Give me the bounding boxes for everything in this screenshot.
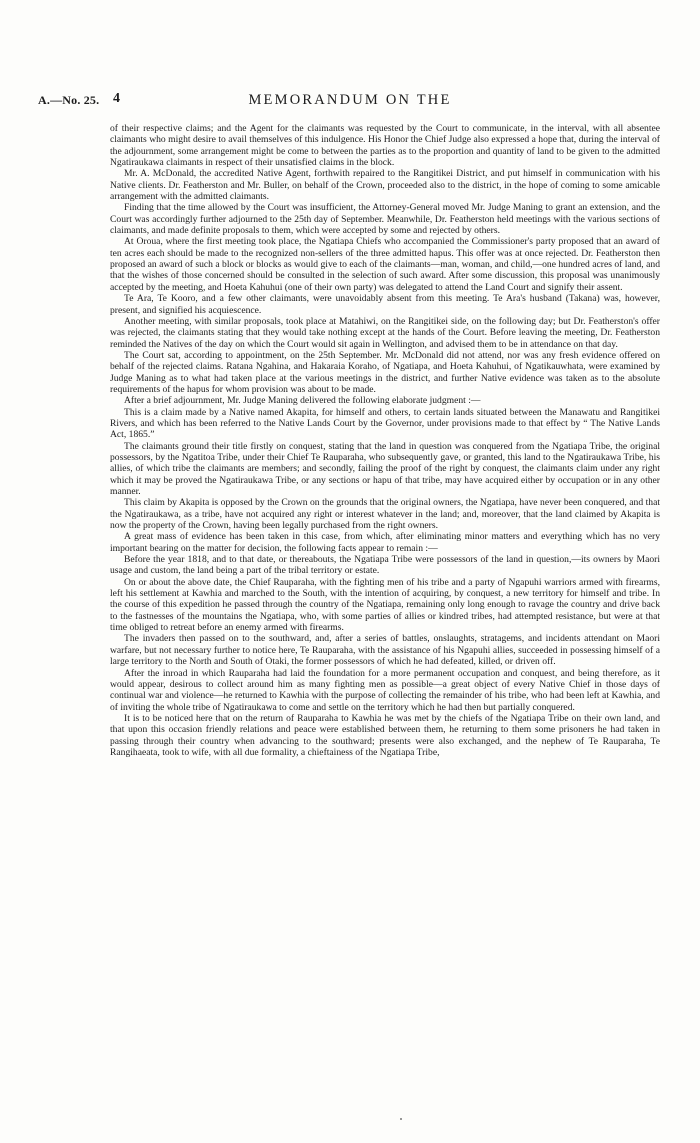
paragraph: The invaders then passed on to the southward, and, after a series of battles, onslaughts, stratagems, and incidents attendant on Maori warfare, but not necessary further to notice here, Te Rauparaha, with the assistance of his Ngapuhi allies, succeeded in possessing himself of a large territory to the North and South of Otaki, the former possessors of which he had defeated, killed, or driven off. [110,633,660,668]
paragraph: Mr. A. McDonald, the accredited Native Agent, forthwith repaired to the Rangitikei District, and put himself in communication with his Native clients. Dr. Featherston and Mr. Buller, on behalf of the Crown, proceeded also to the district, in the hope of coming to some amicable arrangement with the admitted claimants. [110,168,660,203]
paragraph: A great mass of evidence has been taken in this case, from which, after eliminating minor matters and everything which has no very important bearing on the matter for decision, the following facts appear to remain :— [110,531,660,554]
paragraph: of their respective claims; and the Agent for the claimants was requested by the Court to communicate, in the interval, with all absentee claimants who might desire to avail themselves of this indulgence. His Honor the Chief Judge also expressed a hope that, during the interval of the adjournment, some arrangement might be come to between the parties as to the proportion and quantity of land to be given to the admitted Ngatiraukawa claimants in respect of their unsatisfied claims in the block. [110,123,660,169]
paragraph: After the inroad in which Rauparaha had laid the foundation for a more permanent occupation and conquest, and being therefore, as it would appear, desirous to collect around him as many fighting men as possible—a great object of every Native Chief in those days of continual war and violence—he returned to Kawhia with the purpose of collecting the remainder of his tribe, who had been left at Kawhia, and of inviting the whole tribe of Ngatiraukawa to come and settle on the territory which he had then but partially conquered. [110,667,660,713]
paragraph: Before the year 1818, and to that date, or thereabouts, the Ngatiapa Tribe were possessors of the land in question,—its owners by Maori usage and custom, the land being a part of the tribal territory or estate. [110,554,660,577]
paragraph: Te Ara, Te Kooro, and a few other claimants, were unavoidably absent from this meeting. Te Ara's husband (Takana) was, however, present, and signified his acquiescence. [110,293,660,316]
paragraph: At Oroua, where the first meeting took place, the Ngatiapa Chiefs who accompanied the Commissioner's party proposed that an award of ten acres each should be made to the recognized non-sellers of the three admitted hapus. This offer was at once rejected. Dr. Featherston then proposed an award of such a block or blocks as would give to each of the claimants—man, woman, and child,—one hundred acres of land, and that the wishes of those concerned should be consulted in the selection of such award. After some discussion, this proposal was unanimously accepted by the meeting, and Hoeta Kahuhui (one of their own party) was delegated to attend the Land Court and signify their assent. [110,236,660,293]
paragraph: It is to be noticed here that on the return of Rauparaha to Kawhia he was met by the chiefs of the Ngatiapa Tribe on their own land, and that upon this occasion friendly relations and peace were established between them, he returning to them some prisoners he had taken in passing through their country when advancing to the southward; presents were also exchanged, and the nephew of Te Rauparaha, Te Rangihaeata, took to wife, with all due formality, a chieftainess of the Ngatiapa Tribe, [110,712,660,758]
paragraph: After a brief adjournment, Mr. Judge Maning delivered the following elaborate judgment :— [124,395,481,407]
paragraph: The Court sat, according to appointment, on the 25th September. Mr. McDonald did not attend, nor was any fresh evidence offered on behalf of the rejected claims. Ratana Ngahina, and Hakaraia Koraho, of Ngatiapa, and Hoeta Kahuhui, of Ngatikauwhata, were examined by Judge Maning as to what had taken place at the various meetings in the district, and further Native evidence was taken as to the absolute requirements of the hapus for whom provision was about to be made. [110,349,660,395]
paragraph: This is a claim made by a Native named Akapita, for himself and others, to certain lands situated between the Manawatu and Rangitikei Rivers, and which has been referred to the Native Lands Court by the Governor, under provisions made to that effect by “ The Native Lands Act, 1865.” [110,406,660,441]
running-title: MEMORANDUM ON THE [248,92,452,108]
document-reference: A.—No. 25. [38,93,100,107]
page-header [0,93,700,111]
body-text [110,123,660,758]
paragraph: Finding that the time allowed by the Court was insufficient, the Attorney-General moved Mr. Judge Maning to grant an extension, and the Court was accordingly further adjourned to the 25th day of September. Meanwhile, Dr. Featherston held meetings with the various sections of claimants, and made definite proposals to them, which were accepted by some and rejected by others. [110,202,660,237]
paragraph: On or about the above date, the Chief Rauparaha, with the fighting men of his tribe and a party of Ngapuhi warriors armed with firearms, left his settlement at Kawhia and marched to the South, with the intention of acquiring, by conquest, a new territory for himself and tribe. In the course of this expedition he passed through the country of the Ngatiapa, remaining only long enough to ravage the country and drive back to the fastnesses of the mountains the Ngatiapa, who, with some parties of allies or kindred tribes, had attempted resistance, but were at that time obliged to retreat before an enemy armed with firearms. [110,576,660,634]
page-number: 4 [113,91,120,106]
paragraph: Another meeting, with similar proposals, took place at Matahiwi, on the Rangitikei side, on the following day; but Dr. Featherston's offer was rejected, the claimants stating that they would take nothing except at the hands of the Court. Before leaving the meeting, Dr. Featherston reminded the Natives of the day on which the Court would sit again in Wellington, and advised them to be in attendance on that day. [110,315,660,350]
print-speck [400,1118,402,1120]
paragraph: The claimants ground their title firstly on conquest, stating that the land in question was conquered from the Ngatiapa Tribe, the original possessors, by the Ngatitoa Tribe, under their Chief Te Rauparaha, who subsequently gave, or granted, this land to the Ngatiraukawa Tribe, his allies, of which tribe the claimants are members; and secondly, failing the proof of the right by conquest, the claimants claim under any right which it may be proved the Ngatiraukawa Tribe, or any sections or hapu of that tribe, may have acquired either by occupation or in any other manner. [110,440,660,497]
paragraph: This claim by Akapita is opposed by the Crown on the grounds that the original owners, the Ngatiapa, have never been conquered, and that the Ngatiraukawa, as a tribe, have not acquired any right or interest whatever in the land; and, moreover, that the land claimed by Akapita is now the property of the Crown, having been legally purchased from the right owners. [110,497,660,532]
